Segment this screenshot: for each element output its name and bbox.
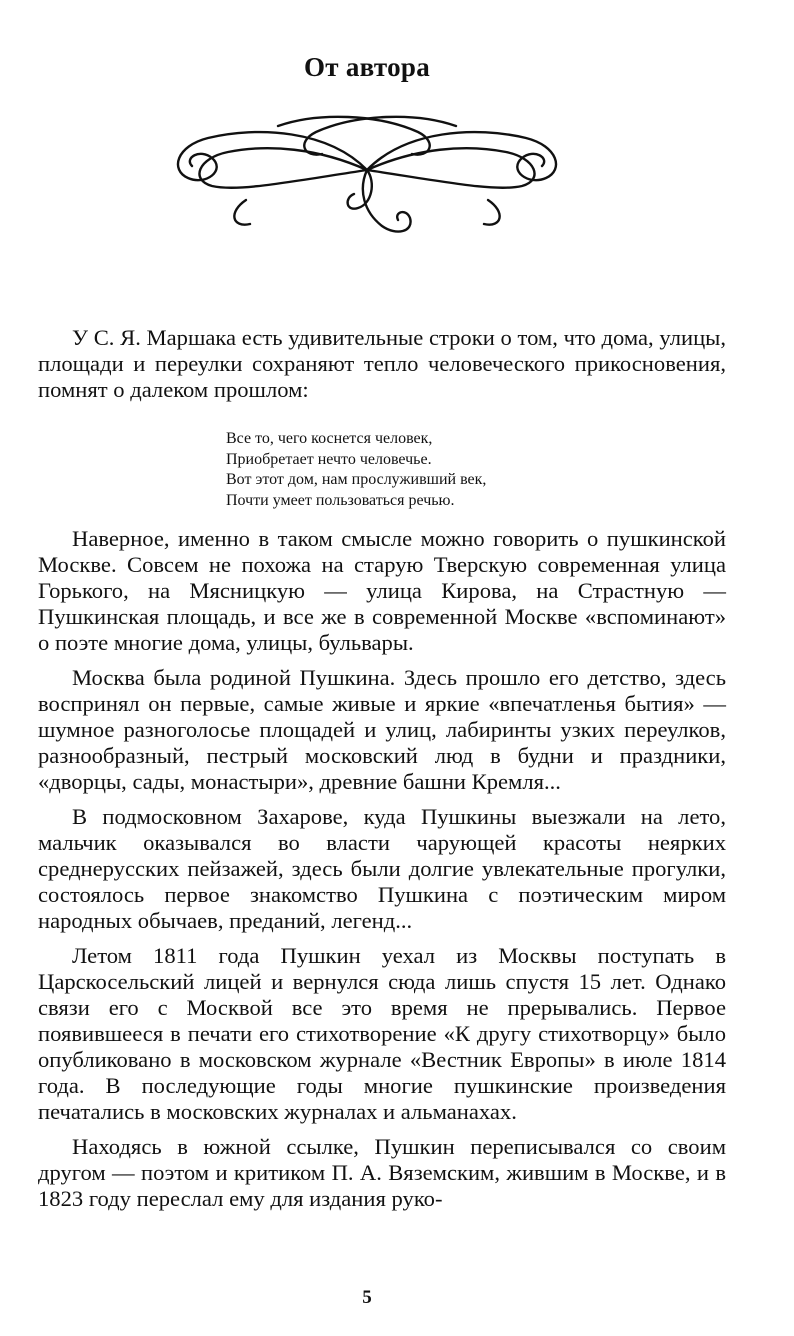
page-number: 5 [362,1287,372,1308]
poem-line: Почти умеет пользоваться речью. [226,491,455,509]
intro-paragraph: У С. Я. Маршака есть удивительные строки о том, что дома, улицы, площади и переулки сохраняют тепло человеческого прикосновения, помнят о далеком прошлом: [38,325,726,402]
poem-quote [226,429,486,511]
poem-line: Все то, чего коснется человек, [226,430,433,447]
paragraph: Наверное, именно в таком смысле можно говорить о пушкинской Москве. Совсем не похожа на старую Тверскую современная улица Горького, на Мясницкую — улица Кирова, на Страстную — Пушкинская площадь, и все же в современной Москве «вспоминают» о поэте многие дома, улицы, бульвары. [38,526,726,655]
paragraph: Летом 1811 года Пушкин уехал из Москвы поступать в Царскосельский лицей и вернулся сюда лишь спустя 15 лет. Однако связи его с Москвой все это время не прерывались. Первое появившееся в печати его стихотворение «К другу стихотворцу» было опубликовано в московском журнале «Вестник Европы» в июле 1814 года. В последующие годы многие пушкинские произведения печатались в московских журналах и альманахах. [38,943,726,1124]
poem-line: Приобретает нечто человечье. [226,450,432,468]
calligraphic-flourish-icon [168,108,566,246]
main-text [38,526,726,1212]
paragraph: Москва была родиной Пушкина. Здесь прошло его детство, здесь воспринял он первые, самые живые и яркие «впечатленья бытия» — шумное разноголосье площадей и улиц, лабиринты узких переулков, разнообразный, пестрый московский люд в будни и праздники, «дворцы, сады, монастыри», древние башни Кремля... [38,665,726,794]
page-title: От автора [303,52,431,82]
paragraph: В подмосковном Захарове, куда Пушкины выезжали на лето, мальчик оказывался во власти чарующей красоты неярких среднерусских пейзажей, здесь были долгие увлекательные прогулки, состоялось первое знакомство Пушкина с поэтическим миром народных обычаев, преданий, легенд... [38,804,726,933]
paragraph: Находясь в южной ссылке, Пушкин переписывался со своим другом — поэтом и критиком П. А. Вяземским, жившим в Москве, и в 1823 году переслал ему для издания руко- [38,1134,726,1211]
intro-text [38,325,726,403]
poem-line: Вот этот дом, нам прослуживший век, [226,471,487,488]
